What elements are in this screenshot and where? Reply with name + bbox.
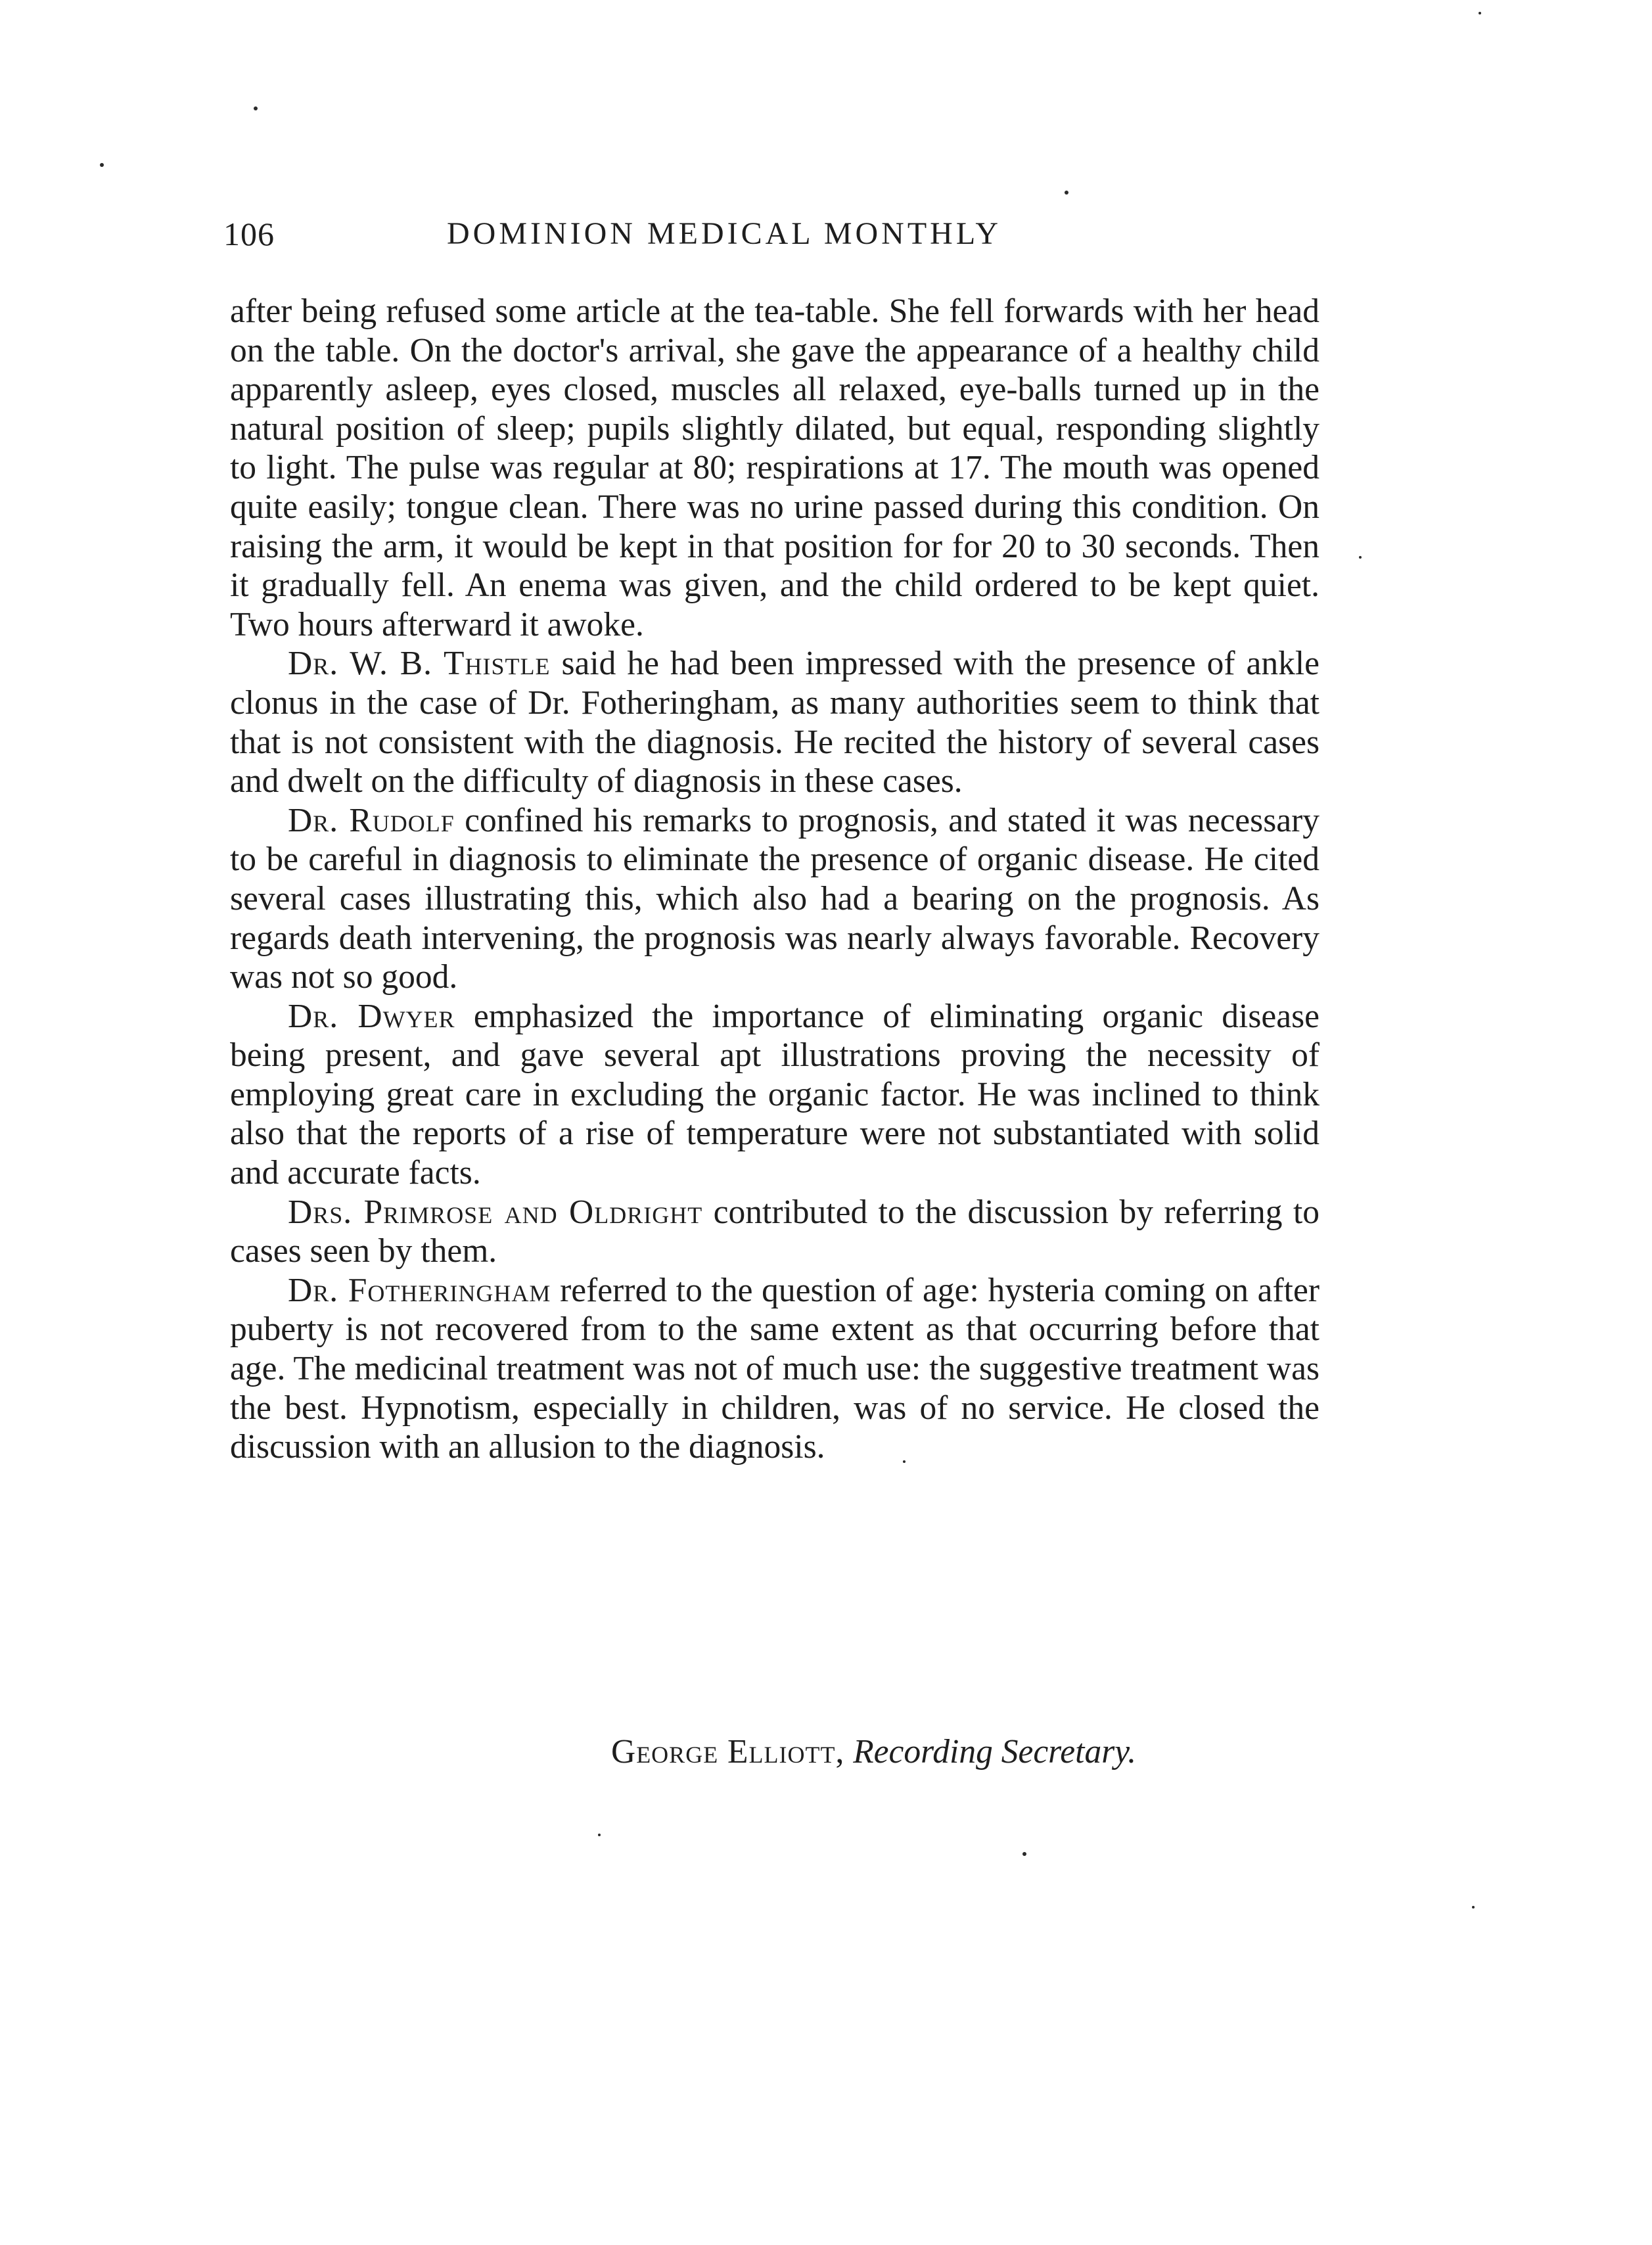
article-body [230, 292, 1319, 1467]
signature [611, 1731, 1136, 1773]
scan-speck [1065, 191, 1068, 195]
scan-speck [598, 1834, 601, 1836]
paragraph-text: emphasized the importance of eliminating organic disease being present, and gave several apt illustrations proving the necessity of employing great care in excluding the organic factor. He was inclined to think also that the reports of a rise of temperature were not substantiated with solid and accurate facts. [230, 997, 1320, 1192]
page-header [223, 208, 1078, 260]
paragraph-text: confined his remarks to prognosis, and stated it was necessary to be careful in diagnosis to eliminate the presence of organic disease. He cited several cases illustrating this, which also had a bearing on the prognosis. As regards death intervening, the prognosis was nearly always favorable. Recovery was not so good. [230, 801, 1320, 996]
scan-speck [1022, 1852, 1026, 1856]
scan-speck [1472, 1906, 1475, 1909]
paragraph-text: contributed to the discussion by referring to cases seen by them. [230, 1193, 1320, 1270]
speaker-name: Dr. W. B. Thistle [288, 645, 551, 683]
paragraph-text: referred to the question of age: hysteria coming on after puberty is not recovered from to the same extent as that occurring before that age. The medicinal treatment was not of much use: the suggestive treatment was the best. Hypnotism, especially in children, was of no service. He closed the discussion with an allusion to the diagnosis. [230, 1271, 1319, 1466]
scan-speck [903, 1460, 906, 1463]
running-title: DOMINION MEDICAL MONTHLY [447, 216, 1002, 251]
paragraph-thistle [230, 644, 1319, 800]
signature-role: Recording Secretary. [853, 1733, 1137, 1771]
paragraph-text: after being refused some article at the tea-table. She fell forwards with her head on the table. On the doctor's arrival, she gave the appearance of a healthy child apparently asleep, eyes closed, muscles all relaxed, eye-balls turned up in the natural position of sleep; pupils slightly dilated, but equal, responding slightly to light. The pulse was regular at 80; respirations at 17. The mouth was opened quite easily; tongue clean. There was no urine passed during this condition. On raising the arm, it would be kept in that position for for 20 to 30 seconds. Then it gradually fell. An enema was given, and the child ordered to be kept quiet. Two hours afterward it awoke. [230, 292, 1319, 643]
paragraph-text: said he had been impressed with the presence of ankle clonus in the case of Dr. Fotheringham, as many authorities seem to think that that is not consistent with the diagnosis. He recited the history of several cases and dwelt on the difficulty of diagnosis in these cases. [230, 645, 1320, 800]
speaker-name: Dr. Dwyer [288, 997, 455, 1035]
paragraph-rudolf [230, 801, 1319, 997]
paragraph-case-report [230, 292, 1319, 644]
speaker-name: Dr. Fotheringham [288, 1271, 551, 1309]
paragraph-fotheringham [230, 1271, 1319, 1467]
signature-name: George Elliott, [611, 1733, 845, 1771]
paragraph-primrose-oldright [230, 1193, 1319, 1271]
speaker-name: Drs. Primrose and Oldright [288, 1193, 703, 1231]
page-number: 106 [223, 216, 275, 252]
speaker-name: Dr. Rudolf [288, 801, 455, 839]
paragraph-dwyer [230, 997, 1319, 1193]
scan-speck [100, 163, 104, 167]
scan-speck [254, 106, 258, 110]
scan-speck [1359, 556, 1362, 559]
scan-speck [1479, 12, 1481, 14]
